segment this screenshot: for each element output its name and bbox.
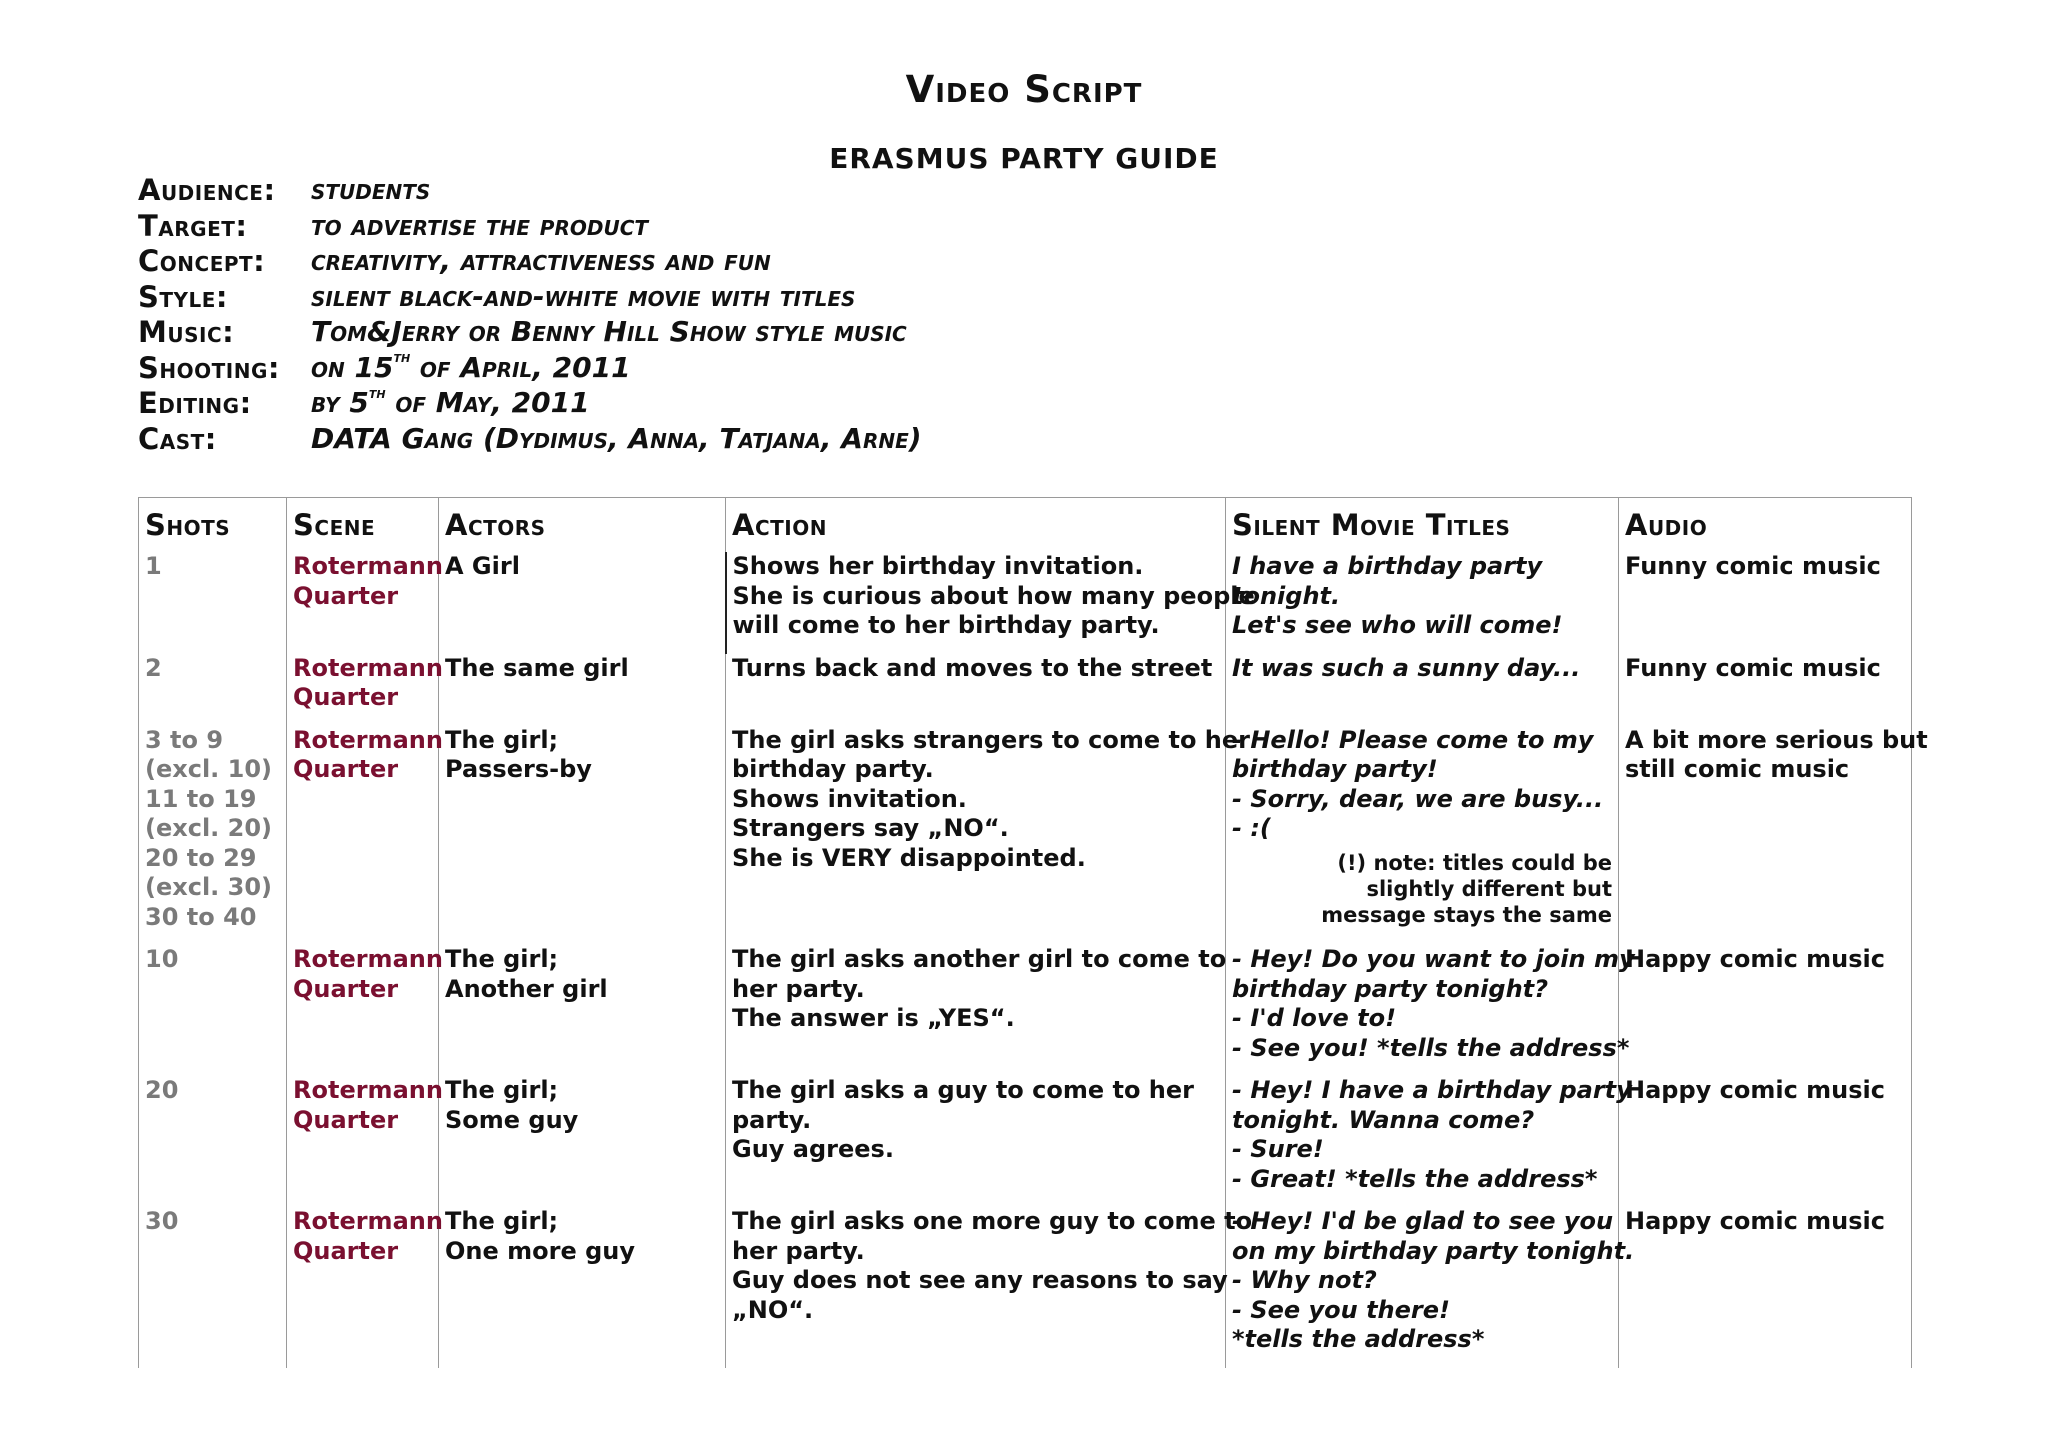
cell-line: 1 — [145, 552, 162, 580]
cell-line: The answer is „YES“. — [732, 1004, 1015, 1032]
meta-label: Audience: — [138, 173, 276, 207]
table-row — [139, 654, 1912, 726]
actors-cell — [439, 1207, 726, 1368]
cell-line: The girl; — [445, 725, 559, 754]
cell-line: 30 to 40 — [145, 902, 257, 931]
cell-line: The girl asks one more guy to come to — [732, 1207, 1253, 1235]
actors-cell — [439, 726, 726, 946]
actors-cell — [439, 552, 726, 654]
cell-line: A bit more serious but — [1625, 725, 1928, 754]
cell-line: on my birthday party tonight. — [1232, 1236, 1635, 1265]
cell-line: tonight. Wanna come? — [1232, 1105, 1535, 1134]
meta-value — [311, 383, 590, 419]
actors-cell — [439, 1076, 726, 1207]
titles-cell — [1226, 1076, 1632, 1207]
titles-cell — [1226, 552, 1619, 654]
meta-label: Shooting: — [138, 350, 280, 385]
meta-label: Cast: — [138, 421, 217, 456]
titles-note — [1232, 850, 1612, 928]
titles-cell — [1226, 654, 1619, 726]
cell-line: Guy does not see any reasons to say — [732, 1266, 1228, 1294]
meta-label: Style: — [138, 279, 229, 314]
cell-line: - Hey! Do you want to join my — [1232, 945, 1635, 973]
cell-line: Quarter — [293, 581, 399, 610]
titles-cell — [1226, 945, 1635, 1076]
meta-value-post: of April, 2011 — [410, 350, 631, 384]
cell-line: Rotermann — [293, 653, 443, 682]
action-cell — [726, 1207, 1253, 1368]
shots-cell — [139, 552, 287, 654]
actors-cell — [439, 654, 726, 726]
cell-line: - See you! *tells the address* — [1232, 1033, 1630, 1062]
meta-value: silent black-and-white movie with titles — [311, 279, 856, 313]
cell-line: - See you there! — [1232, 1295, 1450, 1324]
cell-line: Happy comic music — [1625, 1076, 1886, 1104]
cell-line: Let's see who will come! — [1232, 611, 1563, 639]
cell-line: It was such a sunny day... — [1232, 653, 1581, 682]
cell-line: tonight. — [1232, 581, 1341, 610]
action-cell — [726, 725, 1250, 946]
cell-line: - :( — [1232, 814, 1271, 842]
cell-line: - Sure! — [1232, 1135, 1324, 1163]
cell-line: (excl. 30) — [145, 873, 273, 901]
cell-line: 20 to 29 — [145, 843, 257, 872]
scene-cell — [287, 552, 443, 654]
cell-line: Happy comic music — [1625, 1207, 1886, 1235]
cell-line: Quarter — [293, 1236, 399, 1265]
cell-line: 11 to 19 — [145, 784, 257, 813]
document-title: Video Script — [905, 68, 1143, 111]
action-cell — [726, 1076, 1226, 1207]
meta-value: to advertise the product — [311, 208, 649, 242]
cell-line: birthday party. — [732, 755, 934, 783]
cell-line: The girl asks a guy to come to her — [732, 1076, 1194, 1104]
actors-cell — [439, 945, 726, 1076]
cell-line: - Why not? — [1232, 1266, 1377, 1294]
cell-line: Rotermann — [293, 725, 443, 754]
cell-line: I have a birthday party — [1232, 552, 1543, 580]
table-row — [139, 945, 1912, 1076]
cell-line: 30 — [145, 1207, 179, 1235]
shots-cell — [139, 1076, 287, 1207]
cell-line: Turns back and moves to the street — [732, 653, 1213, 682]
cell-line: Rotermann — [293, 1076, 443, 1104]
audio-cell — [1619, 1207, 1912, 1368]
table-row — [139, 1076, 1912, 1207]
cell-line: Shows her birthday invitation. — [732, 552, 1144, 580]
header-scene: Scene — [287, 498, 439, 553]
cell-line: „NO“. — [732, 1295, 814, 1324]
cell-line: 2 — [145, 653, 162, 682]
audio-cell — [1619, 725, 1928, 946]
action-cell — [726, 945, 1226, 1076]
cell-line: Quarter — [293, 755, 399, 783]
cell-line: 3 to 9 — [145, 725, 224, 754]
cell-line: The girl; — [445, 1076, 559, 1104]
cell-line: will come to her birthday party. — [732, 611, 1160, 639]
scene-cell — [287, 1076, 443, 1207]
scene-cell — [287, 653, 443, 726]
table-body — [139, 552, 1928, 1368]
cell-line: Strangers say „NO“. — [732, 814, 1009, 842]
meta-label: Target: — [138, 208, 248, 243]
cell-line: Rotermann — [293, 945, 443, 973]
header-actors: Actors — [439, 498, 726, 553]
cell-line: birthday party! — [1232, 755, 1438, 783]
cell-line: Happy comic music — [1625, 945, 1886, 973]
header-action: Action — [726, 498, 1226, 553]
meta-value: creativity, attractiveness and fun — [311, 244, 771, 277]
cell-line: - I'd love to! — [1232, 1004, 1397, 1032]
cell-line: 10 — [145, 945, 179, 973]
cell-line: still comic music — [1625, 755, 1850, 783]
note-line: (!) note: titles could be — [1337, 850, 1612, 875]
audio-cell — [1619, 552, 1912, 654]
cell-line: - Great! *tells the address* — [1232, 1164, 1598, 1193]
shots-cell — [139, 945, 287, 1076]
header-silent-movie-titles: Silent Movie Titles — [1226, 498, 1619, 553]
audio-cell — [1619, 945, 1912, 1076]
meta-value-sup: th — [368, 383, 386, 402]
cell-line: The girl; — [445, 945, 559, 973]
shots-cell — [139, 726, 287, 946]
meta-value: DATA Gang (Dydimus, Anna, Tatjana, Arne) — [311, 421, 922, 455]
meta-label: Concept: — [138, 244, 266, 278]
meta-label: Editing: — [138, 386, 252, 420]
header-audio: Audio — [1619, 498, 1912, 553]
meta-value-sup: th — [393, 348, 411, 367]
shots-cell — [139, 1207, 287, 1368]
cell-line: The girl asks strangers to come to her — [732, 725, 1250, 754]
cell-line: birthday party tonight? — [1232, 974, 1549, 1003]
cell-line: She is VERY disappointed. — [732, 843, 1086, 872]
cell-line: Shows invitation. — [732, 784, 967, 813]
header-shots: Shots — [139, 498, 287, 553]
cell-line: Some guy — [445, 1105, 579, 1134]
cell-line: *tells the address* — [1232, 1325, 1485, 1353]
meta-value — [311, 348, 631, 384]
meta-label: Music: — [138, 315, 235, 349]
table-row — [139, 726, 1912, 946]
meta-value: students — [311, 173, 431, 206]
cell-line: Quarter — [293, 1105, 399, 1134]
cell-line: Funny comic music — [1625, 653, 1881, 682]
cell-line: - Sorry, dear, we are busy... — [1232, 784, 1604, 813]
action-cell — [726, 654, 1226, 726]
meta-value-pre: by 5 — [311, 386, 369, 419]
table-row — [139, 1207, 1912, 1368]
cell-line: party. — [732, 1105, 812, 1134]
cell-line: her party. — [732, 1236, 865, 1265]
cell-line: Rotermann — [293, 1207, 443, 1235]
note-line: slightly different but — [1366, 876, 1612, 901]
audio-cell — [1619, 1076, 1912, 1207]
scene-cell — [287, 1207, 443, 1368]
cell-line: She is curious about how many people — [732, 581, 1255, 610]
note-line: message stays the same — [1321, 902, 1612, 927]
cell-line: Another girl — [445, 974, 608, 1003]
cell-line: Quarter — [293, 683, 399, 711]
shots-cell — [139, 654, 287, 726]
cell-line: Funny comic music — [1625, 552, 1881, 580]
cell-line: Quarter — [293, 974, 399, 1003]
cell-line: The girl asks another girl to come to — [732, 945, 1227, 973]
cell-line: Rotermann — [293, 552, 443, 580]
cell-line: One more guy — [445, 1236, 635, 1265]
meta-value-pre: on 15 — [311, 350, 394, 384]
cell-line: - Hey! I'd be glad to see you — [1232, 1207, 1614, 1235]
cell-line: her party. — [732, 974, 865, 1003]
cell-line: - Hello! Please come to my — [1232, 725, 1594, 754]
document-subtitle: ERASMUS PARTY GUIDE — [829, 142, 1219, 175]
cell-line: 20 — [145, 1076, 179, 1104]
script-table — [138, 497, 1928, 1368]
cell-line: Passers-by — [445, 755, 592, 783]
meta-value-post: of May, 2011 — [385, 386, 590, 419]
scene-cell — [287, 725, 443, 946]
cell-line: (excl. 20) — [145, 814, 273, 842]
audio-cell — [1619, 654, 1912, 726]
meta-value: Tom&Jerry or Benny Hill Show style music — [311, 315, 907, 348]
table-row — [139, 552, 1912, 654]
titles-cell — [1226, 1207, 1635, 1368]
cell-line: The girl; — [445, 1207, 559, 1235]
cell-line: Guy agrees. — [732, 1135, 894, 1163]
cell-line: The same girl — [445, 653, 629, 682]
cell-line: A Girl — [445, 552, 520, 580]
header-row — [139, 498, 1912, 553]
action-cell — [726, 552, 1255, 654]
titles-cell — [1226, 726, 1619, 946]
cell-line: (excl. 10) — [145, 755, 273, 783]
scene-cell — [287, 945, 443, 1076]
cell-line: - Hey! I have a birthday party — [1232, 1076, 1632, 1104]
